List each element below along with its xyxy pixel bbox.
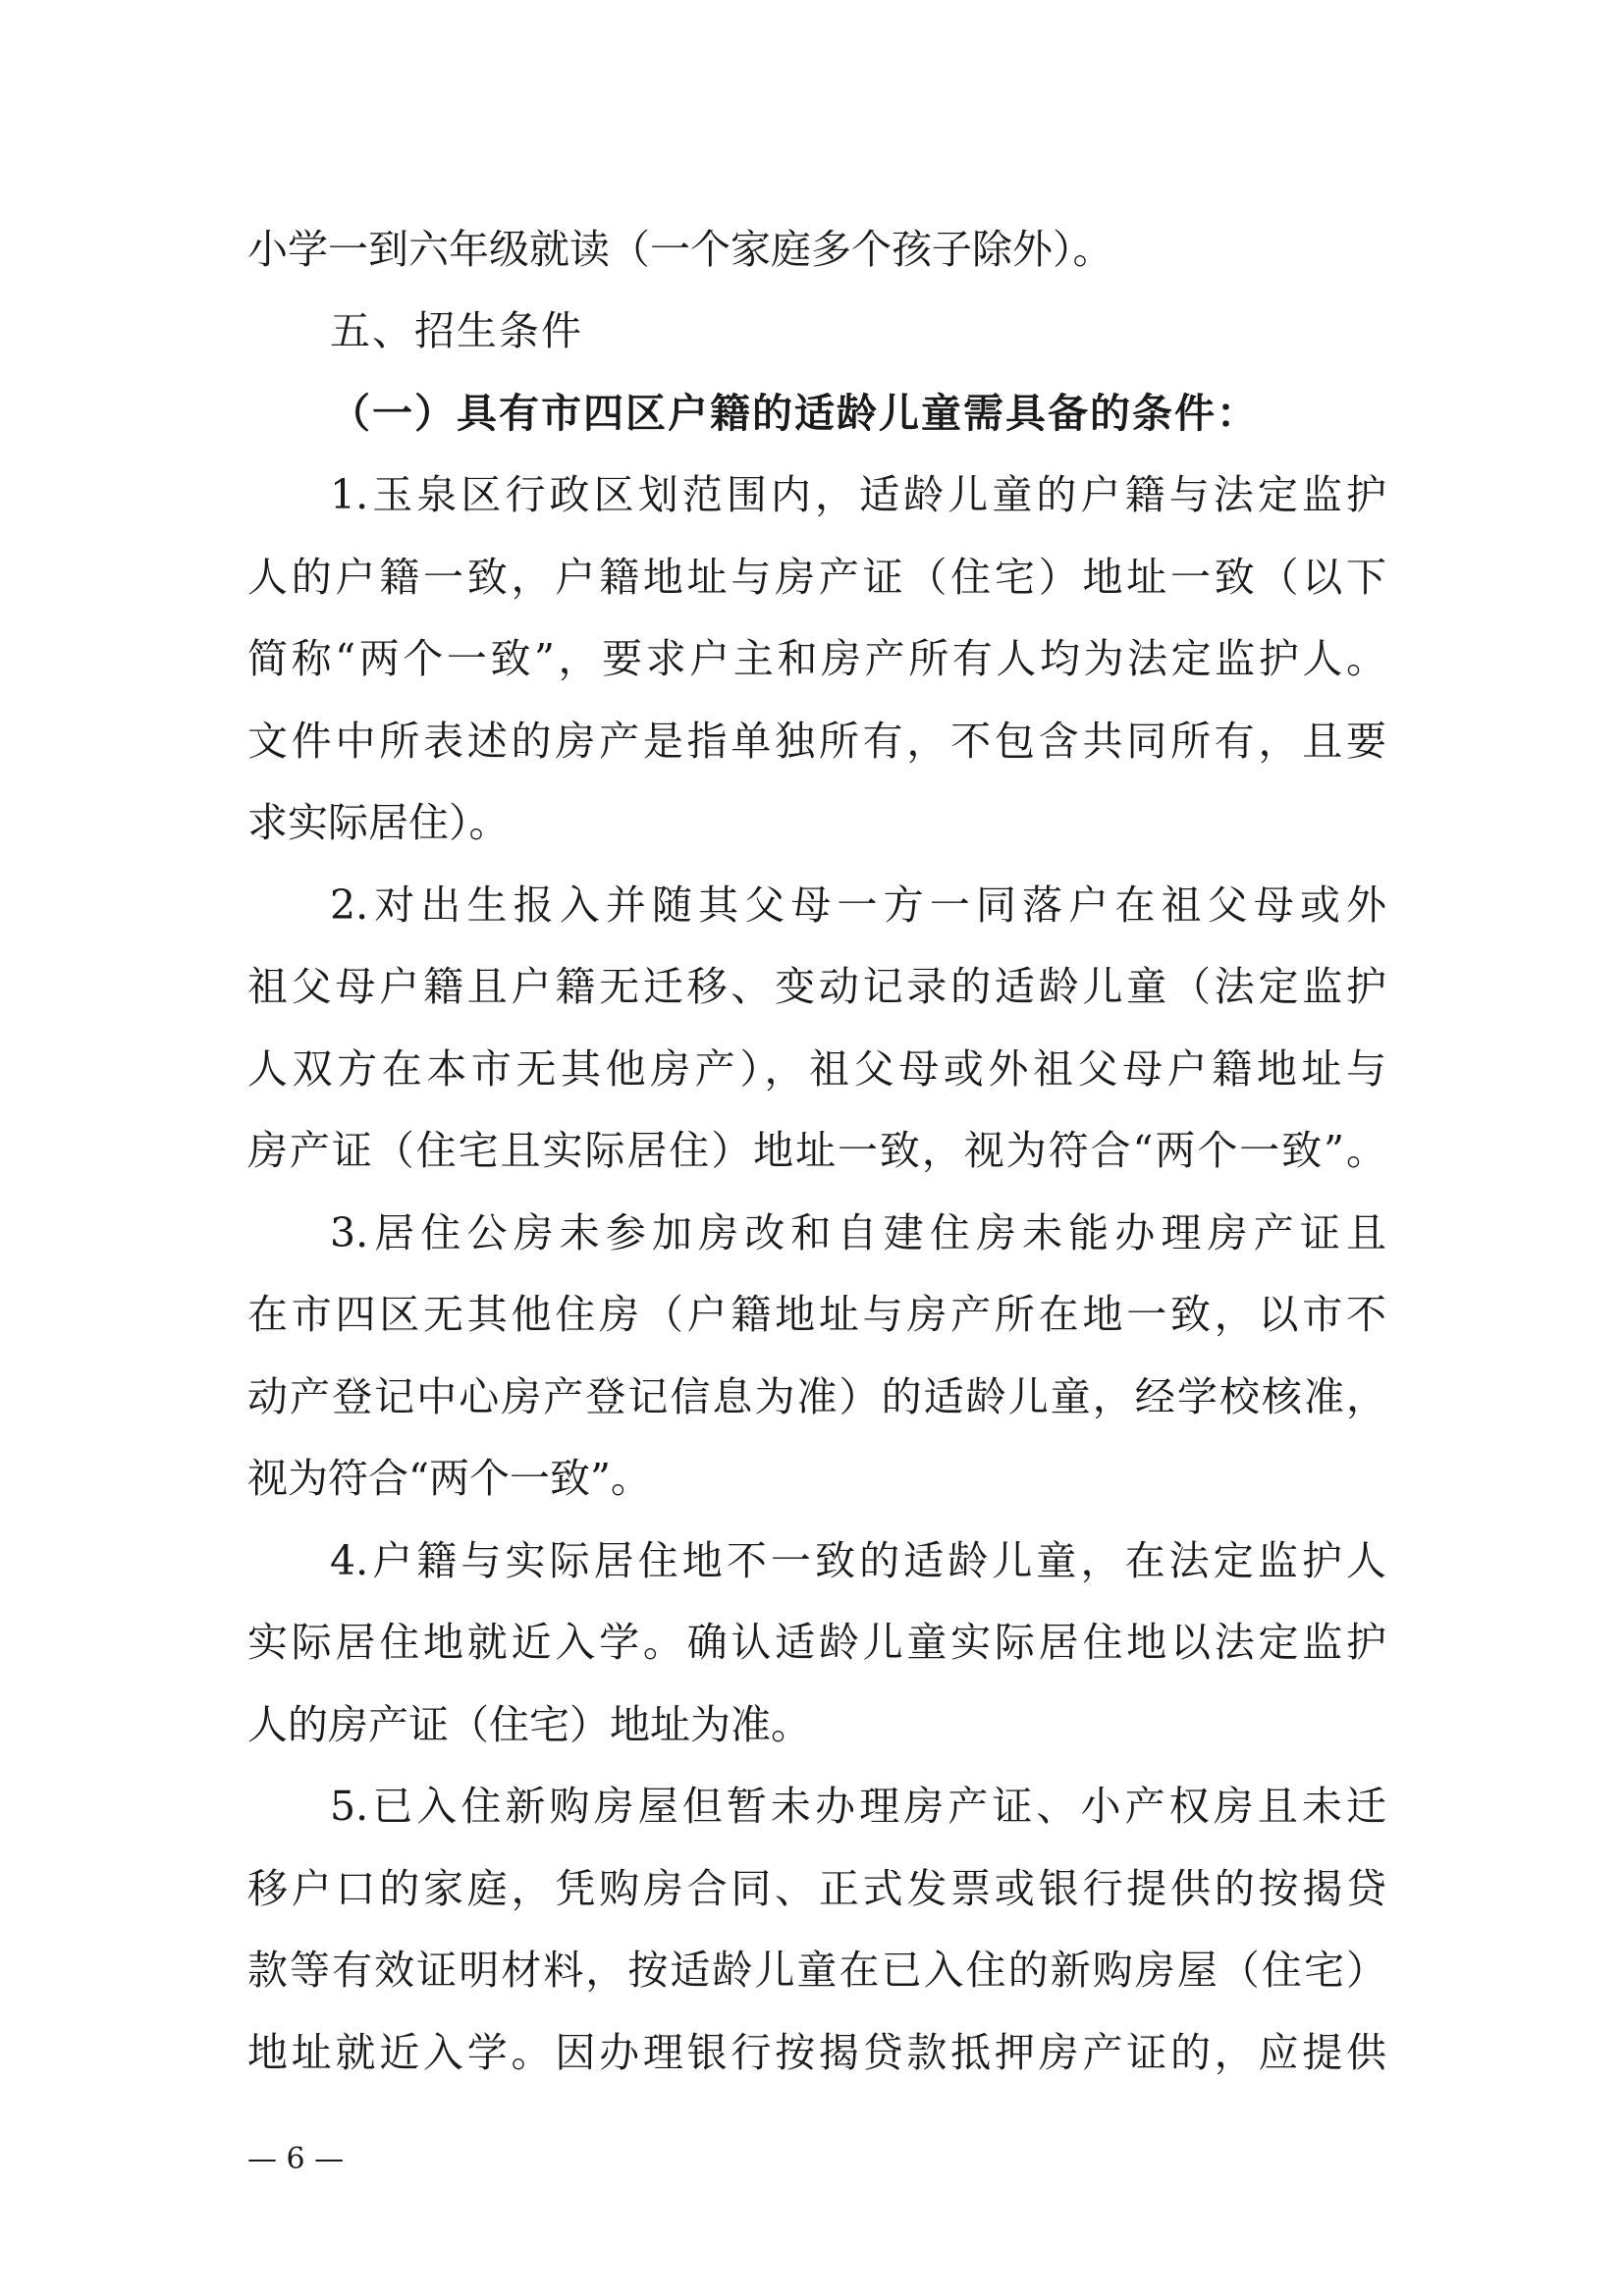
text-line: 房产证（住宅且实际居住）地址一致，视为符合“两个一致”。 <box>247 1127 1386 1174</box>
text-line: 5.已入住新购房屋但暂未办理房产证、小产权房且未迁 <box>330 1783 1386 1830</box>
text-line: 实际居住地就近入学。确认适龄儿童实际居住地以法定监护 <box>247 1619 1386 1666</box>
text-line: 人的户籍一致，户籍地址与房产证（住宅）地址一致（以下 <box>247 554 1386 601</box>
text-line: 移户口的家庭，凭购房合同、正式发票或银行提供的按揭贷 <box>247 1865 1386 1912</box>
section-heading: 五、招生条件 <box>330 307 583 354</box>
text-line: 2.对出生报入并随其父母一方一同落户在祖父母或外 <box>330 881 1386 929</box>
page-number: — 6 — <box>247 2142 345 2176</box>
text-line: 1.玉泉区行政区划范围内，适龄儿童的户籍与法定监护 <box>330 471 1386 518</box>
text-line: 人双方在本市无其他房产），祖父母或外祖父母户籍地址与 <box>247 1045 1386 1093</box>
subsection-heading: （一）具有市四区户籍的适龄儿童需具备的条件： <box>330 390 1259 437</box>
text-line: 简称“两个一致”，要求户主和房产所有人均为法定监护人。 <box>247 635 1386 682</box>
text-line: 求实际居住）。 <box>247 799 510 846</box>
text-line: 3.居住公房未参加房改和自建住房未能办理房产证且 <box>330 1209 1386 1256</box>
text-line: 在市四区无其他住房（户籍地址与房产所在地一致，以市不 <box>247 1291 1386 1338</box>
text-line: 祖父母户籍且户籍无迁移、变动记录的适龄儿童（法定监护 <box>247 963 1386 1010</box>
text-line: 视为符合“两个一致”。 <box>247 1455 651 1502</box>
text-line: 动产登记中心房产登记信息为准）的适龄儿童，经学校核准， <box>247 1373 1386 1420</box>
text-line: 地址就近入学。因办理银行按揭贷款抵押房产证的，应提供 <box>247 2029 1386 2076</box>
text-line: 文件中所表述的房产是指单独所有，不包含共同所有，且要 <box>247 718 1386 765</box>
text-line: 小学一到六年级就读（一个家庭多个孩子除外）。 <box>247 226 1113 273</box>
text-line: 人的房产证（住宅）地址为准。 <box>247 1701 811 1748</box>
text-line: 款等有效证明材料，按适龄儿童在已入住的新购房屋（住宅） <box>247 1947 1386 1994</box>
text-line: 4.户籍与实际居住地不一致的适龄儿童，在法定监护人 <box>330 1537 1386 1584</box>
